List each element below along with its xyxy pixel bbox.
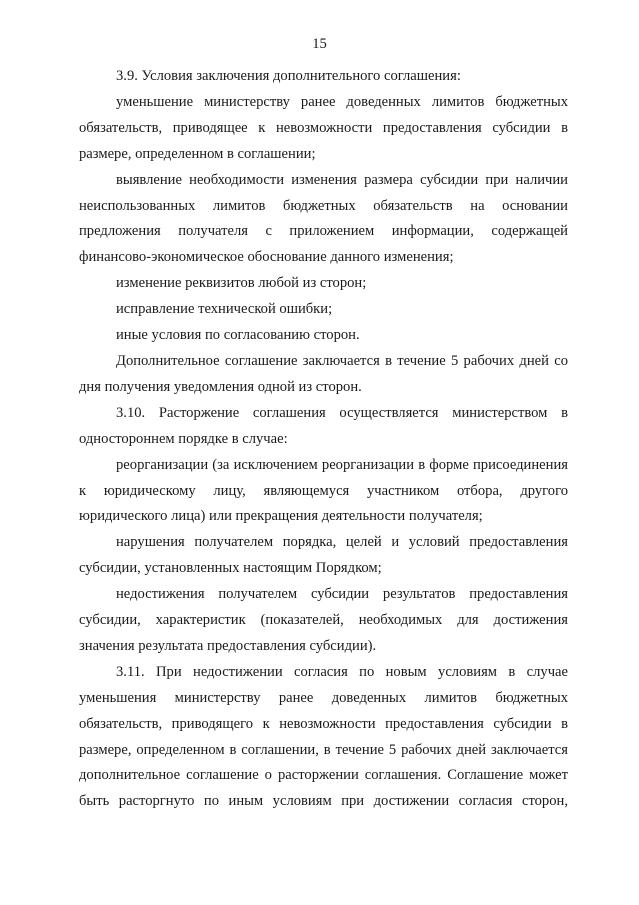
section-3-10-termination: 3.10. Расторжение соглашения осуществляется министерством в одностороннем порядке в случае: — [79, 404, 568, 447]
page-number: 15 — [312, 36, 327, 52]
termination-violation: нарушения получателем порядка, целей и условий предоставления субсидии, установленных настоящим Порядком; — [79, 534, 568, 577]
supplementary-agreement-term: Дополнительное соглашение заключается в течение 5 рабочих дней со дня получения уведомления одной из сторон. — [79, 352, 568, 395]
termination-results-not-achieved: недостижения получателем субсидии результатов предоставления субсидии, характеристик (показателей, необходимых для достижения значения результата предоставления субсидии). — [79, 586, 568, 654]
condition-limit-reduction: уменьшение министерству ранее доведенных лимитов бюджетных обязательств, приводящее к невозможности предоставления субсидии в размере, определенном в соглашении; — [79, 93, 568, 162]
section-3-11-disagreement: 3.11. При недостижении согласия по новым условиям в случае уменьшения министерству ранее доведенных лимитов бюджетных обязательств, приводящего к невозможности предоставления субсидии в размере, определенном в соглашении, в течение 5 рабочих дней заключается дополнительное соглашение о расторжении соглашения. Соглашение может быть расторгнуто по иным условиям при достижении согласия сторон, — [79, 663, 568, 810]
condition-other-agreed: иные условия по согласованию сторон. — [116, 327, 360, 344]
termination-reorganization: реорганизации (за исключением реорганизации в форме присоединения к юридическому лицу, являющемуся участником отбора, другого юридического лица) или прекращения деятельности получателя; — [79, 456, 568, 525]
document-body — [79, 64, 568, 815]
section-3-9-heading: 3.9. Условия заключения дополнительного соглашения: — [116, 68, 461, 84]
condition-requisites-change: изменение реквизитов любой из сторон; — [116, 275, 367, 292]
condition-subsidy-size-change: выявление необходимости изменения размера субсидии при наличии неиспользованных лимитов бюджетных обязательств на основании предложения получателя с приложением информации, содержащей финансово-экономическое обоснование данного изменения; — [79, 171, 568, 266]
condition-technical-error: исправление технической ошибки; — [116, 301, 333, 318]
